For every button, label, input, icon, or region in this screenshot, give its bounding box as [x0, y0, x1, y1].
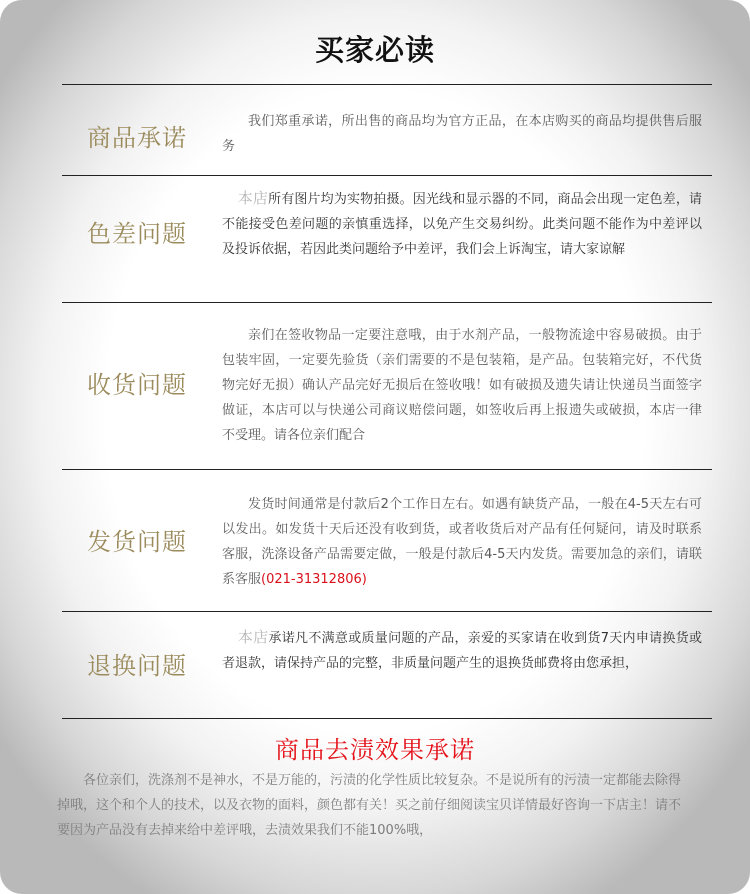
section-body: 承诺凡不满意或质量问题的产品，亲爱的买家请在收到货7天内申请换货或者退款，请保持产品的完整，非质量问题产生的退换货邮费将由您承担， — [222, 631, 702, 671]
section-returns — [62, 612, 712, 718]
section-text — [222, 186, 702, 262]
section-label: 色差问题 — [87, 220, 187, 248]
section-product-promise — [62, 85, 712, 175]
section-label: 退换问题 — [87, 652, 187, 680]
guarantee-text: 各位亲们，洗涤剂不是神水，不是万能的，污渍的化学性质比较复杂。不是说所有的污渍一定都能去除得掉哦，这个和个人的技术，以及衣物的面料，颜色都有关！买之前仔细阅读宝贝详情最好咨询一下店主！请不要因为产品没有去掉来给中差评哦，去渍效果我们不能100%哦， — [57, 773, 682, 838]
section-lead: 本店 — [237, 189, 269, 207]
page-title: 买家必读 — [314, 33, 435, 67]
section-body: 发货时间通常是付款后2个工作日左右。如遇有缺货产品，一般在4-5天左右可以发出。如发货十天后还没有收到货，或者收货后对产品有任何疑问，请及时联系客服，洗涤设备产品需要定做，一般是付款后4-5天内发货。需要加急的亲们，请联系客服 — [222, 497, 702, 587]
section-body: 亲们在签收物品一定要注意哦，由于水剂产品，一般物流途中容易破损。由于包装牢固，一定要先验货（亲们需要的不是包装箱，是产品。包装箱完好，不代货物完好无损）确认产品完好无损后在签收哦！如有破损及遗失请让快递员当面签字做证，本店可以与快递公司商议赔偿问题，如签收后再上报遗失或破损，本店一律不受理。请各位亲们配合 — [222, 328, 702, 443]
section-text — [222, 492, 702, 592]
section-shipping — [62, 470, 712, 611]
section-lead: 本店 — [237, 628, 269, 646]
section-label: 发货问题 — [87, 528, 187, 556]
section-label: 商品承诺 — [87, 124, 187, 152]
divider — [62, 718, 712, 719]
section-text — [222, 625, 702, 676]
section-body: 所有图片均为实物拍摄。因光线和显示器的不同，商品会出现一定色差，请不能接受色差问题的亲慎重选择，以免产生交易纠纷。此类问题不能作为中差评以及投诉依据，若因此类问题给予中差评，我们会上诉淘宝，请大家谅解 — [222, 192, 702, 257]
section-label: 收货问题 — [87, 371, 187, 399]
section-text — [222, 323, 702, 448]
section-text — [222, 109, 702, 159]
section-color-difference — [62, 176, 712, 302]
service-phone: (021-31312806) — [261, 572, 367, 587]
section-receiving — [62, 303, 712, 469]
section-body: 我们郑重承诺，所出售的商品均为官方正品，在本店购买的商品均提供售后服务 — [222, 114, 702, 154]
guarantee-title: 商品去渍效果承诺 — [275, 736, 475, 764]
